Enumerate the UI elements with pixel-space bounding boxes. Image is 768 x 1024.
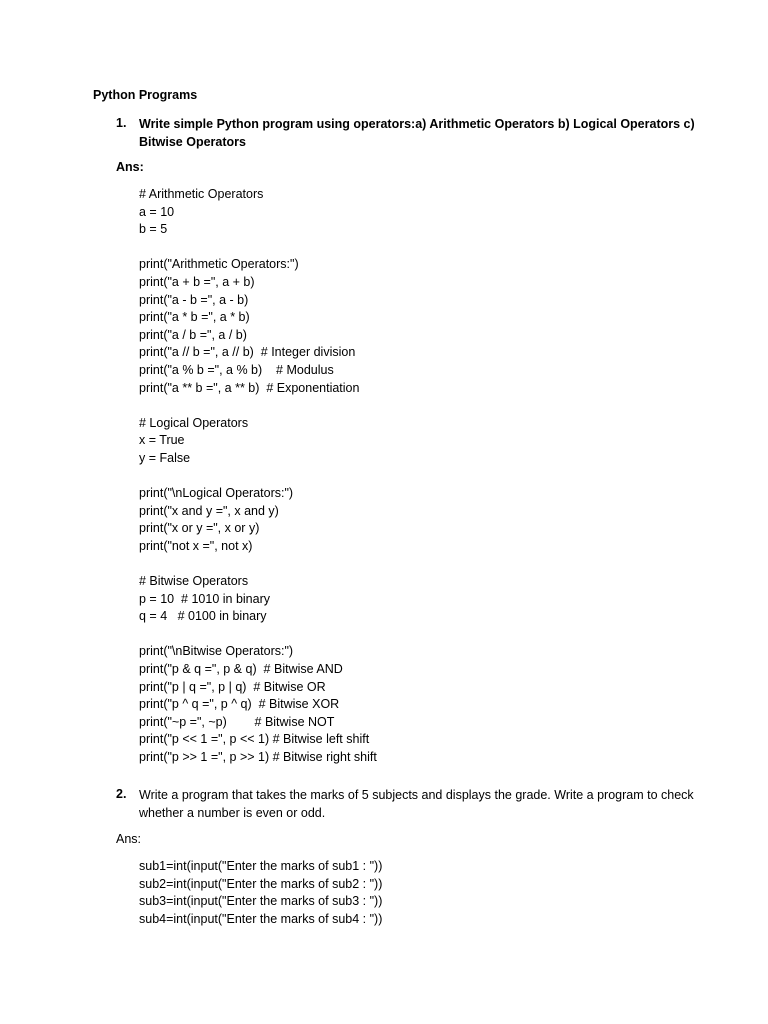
code-line: a = 10: [139, 204, 175, 219]
code-line: [139, 626, 377, 644]
code-line: print("a ** b =", a ** b) # Exponentiation: [139, 380, 360, 395]
question-text: Write simple Python program using operators:a) Arithmetic Operators b) Logical Operators c) Bitwise Operators: [139, 117, 695, 149]
answer-label: Ans:: [116, 832, 142, 846]
code-line: [139, 468, 377, 486]
code-line: [139, 397, 377, 415]
code-line: print("x and y =", x and y): [139, 503, 279, 518]
code-line: print("a % b =", a % b) # Modulus: [139, 362, 334, 377]
code-line: q = 4 # 0100 in binary: [139, 609, 267, 624]
code-line: sub4=int(input("Enter the marks of sub4 : ")): [139, 911, 383, 926]
code-line: # Bitwise Operators: [139, 574, 249, 589]
code-line: x = True: [139, 433, 185, 448]
code-line: print("a + b =", a + b): [139, 274, 255, 289]
code-line: b = 5: [139, 222, 168, 237]
code-line: print("a * b =", a * b): [139, 310, 250, 325]
question-2: [116, 787, 696, 822]
code-line: print("p ^ q =", p ^ q) # Bitwise XOR: [139, 697, 340, 712]
code-line: y = False: [139, 450, 191, 465]
code-line: sub2=int(input("Enter the marks of sub2 : ")): [139, 876, 383, 891]
code-line: print("p | q =", p | q) # Bitwise OR: [139, 679, 326, 694]
code-line: print("\nLogical Operators:"): [139, 486, 294, 501]
code-line: sub3=int(input("Enter the marks of sub3 : ")): [139, 894, 383, 909]
code-line: [139, 555, 377, 573]
code-line: # Arithmetic Operators: [139, 187, 264, 201]
code-line: print("p & q =", p & q) # Bitwise AND: [139, 662, 343, 677]
code-block-1: [139, 186, 377, 767]
code-line: p = 10 # 1010 in binary: [139, 591, 270, 606]
code-line: print("\nBitwise Operators:"): [139, 644, 294, 659]
code-line: print("Arithmetic Operators:"): [139, 257, 299, 272]
code-line: print("x or y =", x or y): [139, 521, 260, 536]
document-title: Python Programs: [93, 88, 198, 102]
question-text: Write a program that takes the marks of 5 subjects and displays the grade. Write a program to check whether a number is even or odd.: [139, 788, 694, 820]
code-line: print("a - b =", a - b): [139, 292, 249, 307]
code-line: print("~p =", ~p) # Bitwise NOT: [139, 714, 335, 729]
question-number: 2.: [116, 787, 127, 801]
question-number: 1.: [116, 116, 127, 130]
code-block-2: [139, 858, 382, 928]
code-line: print("a / b =", a / b): [139, 327, 247, 342]
code-line: print("a // b =", a // b) # Integer division: [139, 345, 356, 360]
code-line: print("p >> 1 =", p >> 1) # Bitwise right shift: [139, 750, 377, 764]
code-line: # Logical Operators: [139, 415, 249, 430]
code-line: print("p << 1 =", p << 1) # Bitwise left shift: [139, 732, 370, 747]
question-1: [116, 116, 696, 151]
code-line: print("not x =", not x): [139, 538, 253, 553]
code-line: sub1=int(input("Enter the marks of sub1 : ")): [139, 859, 383, 873]
answer-label: Ans:: [116, 160, 144, 174]
code-line: [139, 239, 377, 257]
